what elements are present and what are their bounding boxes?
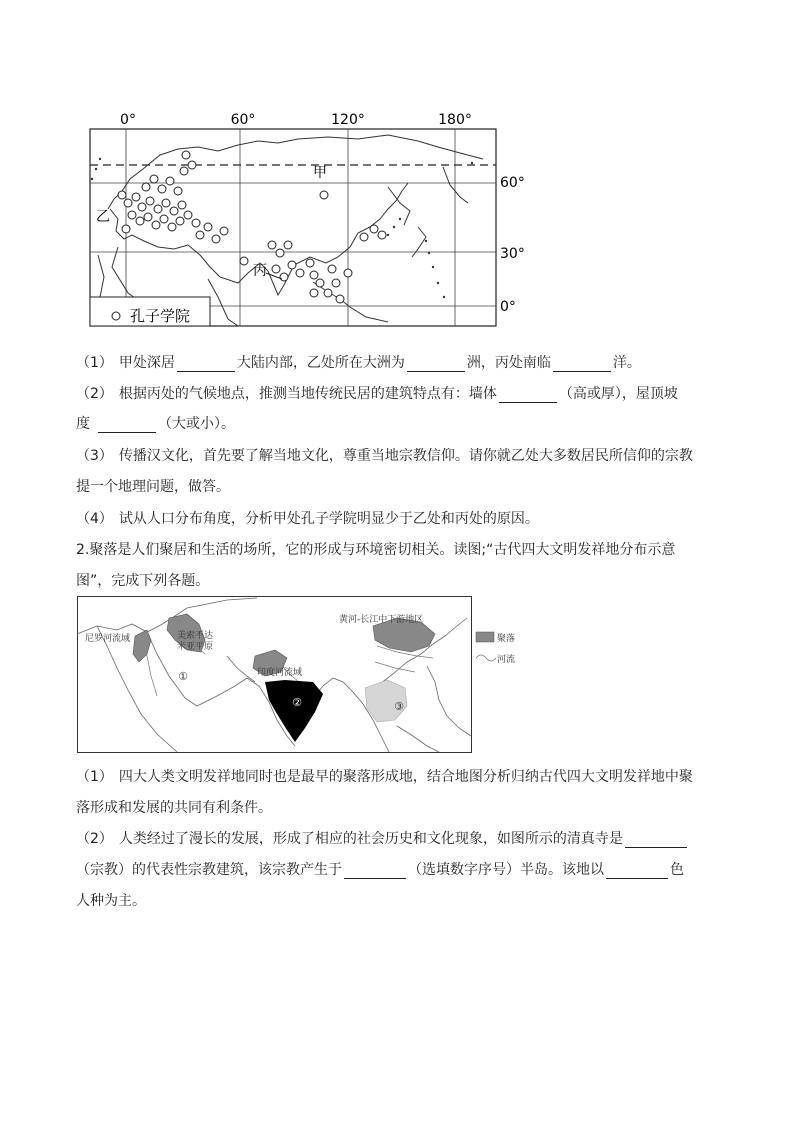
answer-blank[interactable] [177,357,235,372]
lon-label-180: 180° [438,112,472,128]
label-indus: 印度河流域 [257,668,303,678]
legend-institute-icon [112,312,120,320]
answer-blank[interactable] [499,388,557,403]
answer-blank[interactable] [407,357,465,372]
q1-item-1-part-b: 大陆内部，乙处所在大洲为 [236,355,405,371]
legend-settlement-label: 聚落 [497,634,516,644]
q2-item-1 [76,768,693,786]
q1-item-4 [76,510,539,528]
q1-item-2-part-a: 根据丙处的气候地点，推测当地传统民居的建筑特点有：墙体 [118,386,497,402]
q2-item-2-num: （2） [76,831,113,847]
legend-river-symbol [476,655,496,661]
q2-item-1-line1: 四大人类文明发祥地同时也是最早的聚落形成地，结合地图分析归纳古代四大文明发祥地中聚 [118,769,693,785]
q1-item-3 [76,447,693,465]
confucius-institute-map [88,107,528,329]
q1-item-1-part-d: 洋。 [612,355,641,371]
answer-blank[interactable] [553,357,611,372]
label-meso-1: 美索不达 [177,631,214,641]
ancient-civilizations-map [77,596,516,753]
region-1-number: ① [178,670,188,683]
lon-label-0: 0° [120,112,136,128]
q2-item-2-line2-c: 色 [670,862,684,878]
q1-item-2-cont [76,415,235,433]
legend-river-label: 河流 [497,655,516,665]
place-label-bing: 丙 [253,263,267,279]
q1-item-2-cont-a: 度 [76,416,90,432]
answer-blank[interactable] [98,418,156,433]
lat-label-30: 30° [500,246,525,262]
label-yellow-yangtze: 黄河-长江中下游地区 [339,615,424,625]
q2-intro-line1: 2.聚落是人们聚居和生活的场所，它的形成与环境密切相关。读图;“古代四大文明发祥地分布示意 [76,542,676,558]
region-2-number: ② [292,696,302,709]
answer-blank[interactable] [344,864,406,879]
q1-item-4-text: 试从人口分布角度，分析甲处孔子学院明显少于乙处和丙处的原因。 [118,511,539,527]
q2-item-2-line2-a: （宗教）的代表性宗教建筑，该宗教产生于 [76,862,342,878]
q1-item-1 [76,354,641,372]
lat-label-60: 60° [500,175,525,191]
q1-item-2 [76,385,678,403]
q2-item-1-line2: 落形成和发展的共同有利条件。 [76,800,272,816]
label-nile: 尼罗河流域 [85,634,131,644]
q1-item-1-part-c: 洲，丙处南临 [466,355,551,371]
q1-item-2-cont-b: （大或小）。 [158,416,235,432]
place-label-jia: 甲 [313,165,327,181]
legend-institute-label: 孔子学院 [130,307,191,325]
bing-pointer [266,273,282,279]
q2-item-1-num: （1） [76,769,113,785]
q1-item-2-num: （2） [76,386,113,402]
q1-item-3-num: （3） [76,448,113,464]
place-label-yi: 乙 [96,209,110,225]
map-frame [90,129,496,326]
lon-label-120: 120° [331,112,365,128]
region-3-number: ③ [394,700,404,713]
q2-item-2-line1: 人类经过了漫长的发展，形成了相应的社会历史和文化现象，如图所示的清真寺是 [118,831,623,847]
lon-label-60: 60° [230,112,256,128]
legend-settlement-swatch [476,632,494,642]
q2-item-2-line2 [76,861,684,879]
q1-item-3-text: 传播汉文化，首先要了解当地文化，尊重当地宗教信仰。请你就乙处大多数居民所信仰的宗教 [118,448,693,464]
q1-item-3-cont: 提一个地理问题，做答。 [76,479,230,495]
q1-item-1-num: （1） [76,355,113,371]
q1-item-2-part-b: （高或厚），屋顶坡 [558,386,678,402]
q2-intro-line2: 图”，完成下列各题。 [76,573,210,589]
lat-label-0: 0° [500,299,516,315]
answer-blank[interactable] [606,864,668,879]
q2-item-2-line2-b: （选填数字序号）半岛。该地以 [408,862,604,878]
answer-blank[interactable] [625,833,687,848]
q2-item-2-line3: 人种为主。 [76,893,146,909]
q1-item-1-part-a: 甲处深居 [118,355,175,371]
q2-item-2 [76,830,689,848]
label-meso-2: 米亚平原 [177,642,214,652]
q1-item-4-num: （4） [76,511,113,527]
